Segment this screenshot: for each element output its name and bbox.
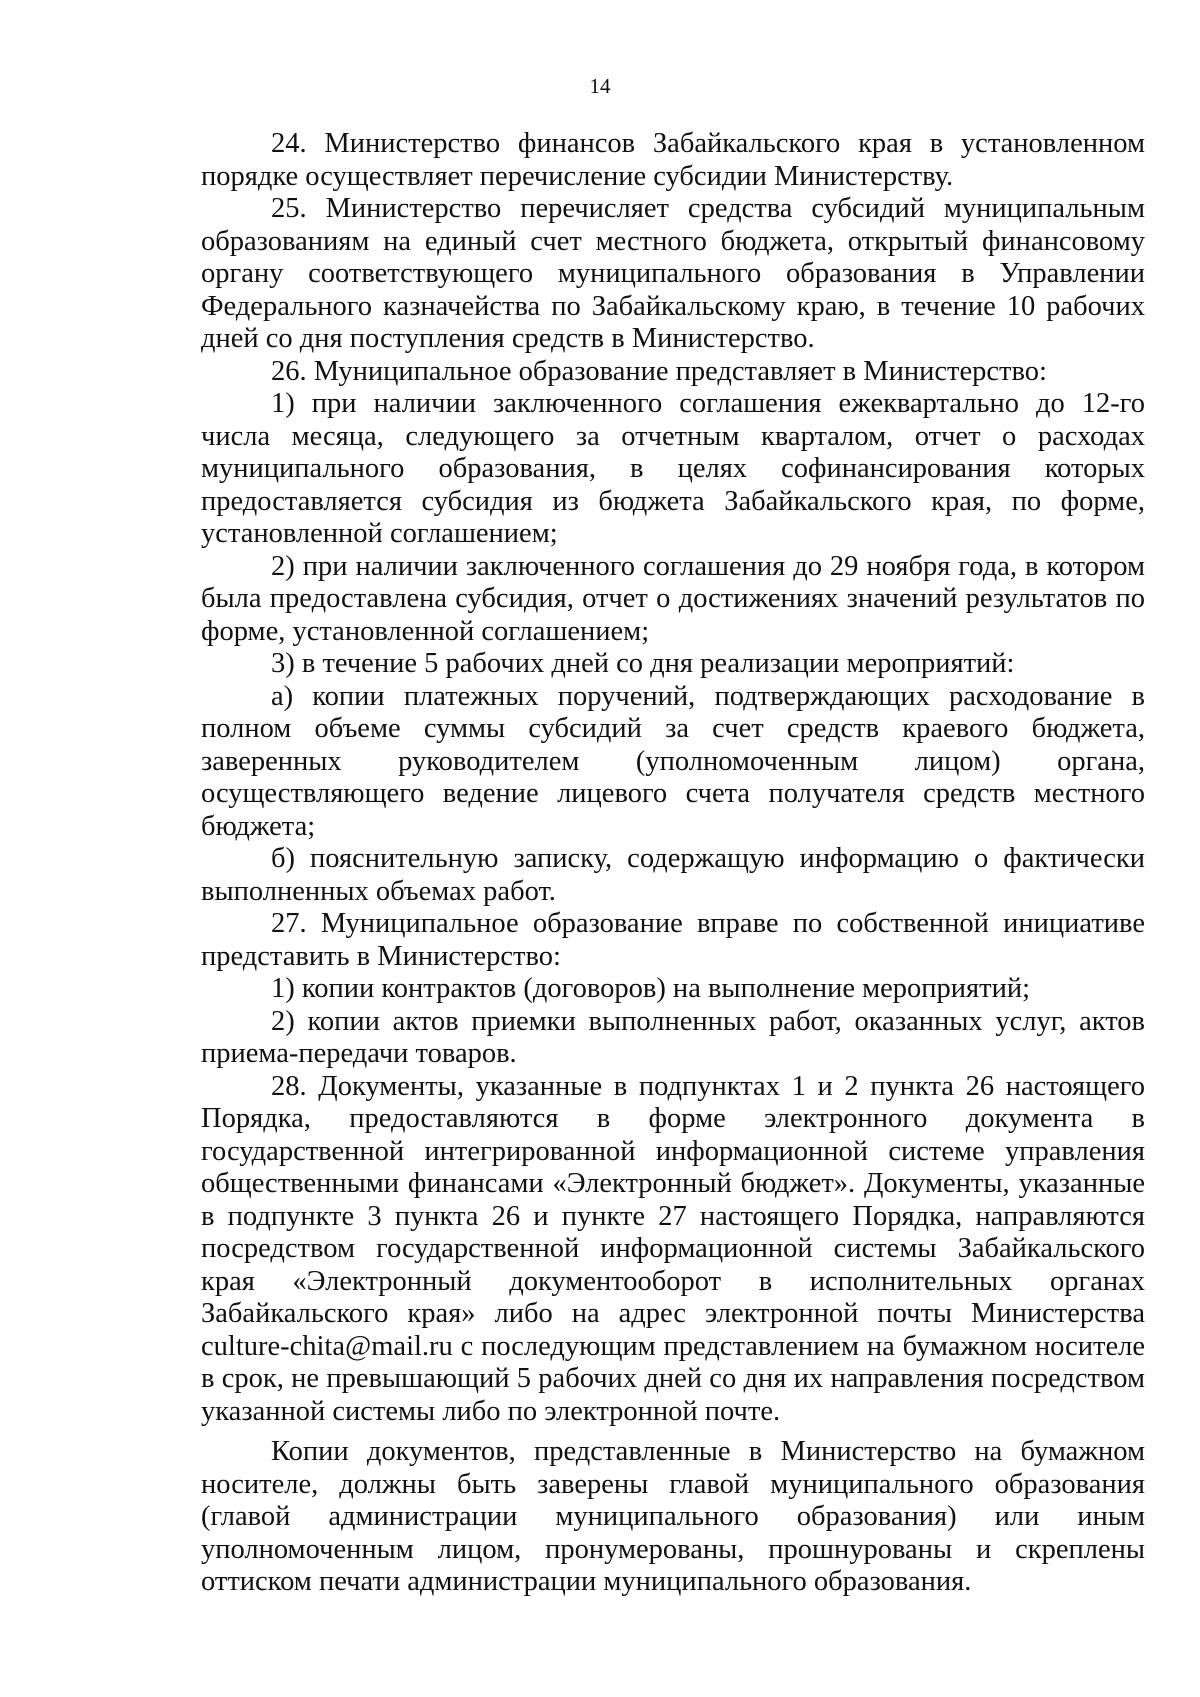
paragraph-26-item-3b: б) пояснительную записку, содержащую информацию о фактически выполненных объемах работ.	[201, 843, 1145, 907]
page-number: 14	[589, 74, 611, 98]
paragraph-28: 28. Документы, указанные в подпунктах 1 и 2 пункта 26 настоящего Порядка, предоставляются в форме электронного документа в государственной интегрированной информационной системе управления общественными финансами «Электронный бюджет». Документы, указанные в подпункте 3 пункта 26 и пункте 27 настоящего Порядка, направляются посредством государственной информационной системы Забайкальского края «Электронный документооборот в исполнительных органах Забайкальского края» либо на адрес электронной почты Министерства culture-chita@mail.ru с последующим представлением на бумажном носителе в срок, не превышающий 5 рабочих дней со дня их направления посредством указанной системы либо по электронной почте.	[201, 1070, 1145, 1427]
paragraph-27-item-1: 1) копии контрактов (договоров) на выполнение мероприятий;	[271, 973, 1031, 1004]
paragraph-26-item-3: 3) в течение 5 рабочих дней со дня реализации мероприятий:	[271, 648, 1015, 679]
paragraph-24: 24. Министерство финансов Забайкальского края в установленном порядке осуществляет перечисление субсидии Министерству.	[201, 128, 1145, 192]
paragraph-26-item-1: 1) при наличии заключенного соглашения ежеквартально до 12-го числа месяца, следующего за отчетным кварталом, отчет о расходах муниципального образования, в целях софинансирования которых предоставляется субсидия из бюджета Забайкальского края, по форме, установленной соглашением;	[201, 388, 1145, 549]
paragraph-26-item-2: 2) при наличии заключенного соглашения до 29 ноября года, в котором была предоставлена субсидия, отчет о достижениях значений результатов по форме, установленной соглашением;	[201, 550, 1145, 647]
document-body	[201, 128, 1145, 1599]
paragraph-27: 27. Муниципальное образование вправе по собственной инициативе представить в Министерство:	[201, 908, 1145, 972]
paragraph-27-item-2: 2) копии актов приемки выполненных работ, оказанных услуг, актов приема-передачи товаров.	[201, 1005, 1145, 1069]
paragraph-26: 26. Муниципальное образование представляет в Министерство:	[271, 355, 1047, 387]
paragraph-25: 25. Министерство перечисляет средства субсидий муниципальным образованиям на единый счет местного бюджета, открытый финансовому органу соответствующего муниципального образования в Управлении Федерального казначейства по Забайкальскому краю, в течение 10 рабочих дней со дня поступления средств в Министерство.	[201, 193, 1145, 354]
paragraph-26-item-3a: а) копии платежных поручений, подтверждающих расходование в полном объеме суммы субсидий за счет средств краевого бюджета, заверенных руководителем (уполномоченным лицом) органа, осуществляющего ведение лицевого счета получателя средств местного бюджета;	[201, 680, 1145, 842]
paragraph-copies-of-documents: Копии документов, представленные в Министерство на бумажном носителе, должны быть заверены главой муниципального образования (главой администрации муниципального образования) или иным уполномоченным лицом, пронумерованы, прошнурованы и скреплены оттиском печати администрации муниципального образования.	[201, 1436, 1145, 1597]
